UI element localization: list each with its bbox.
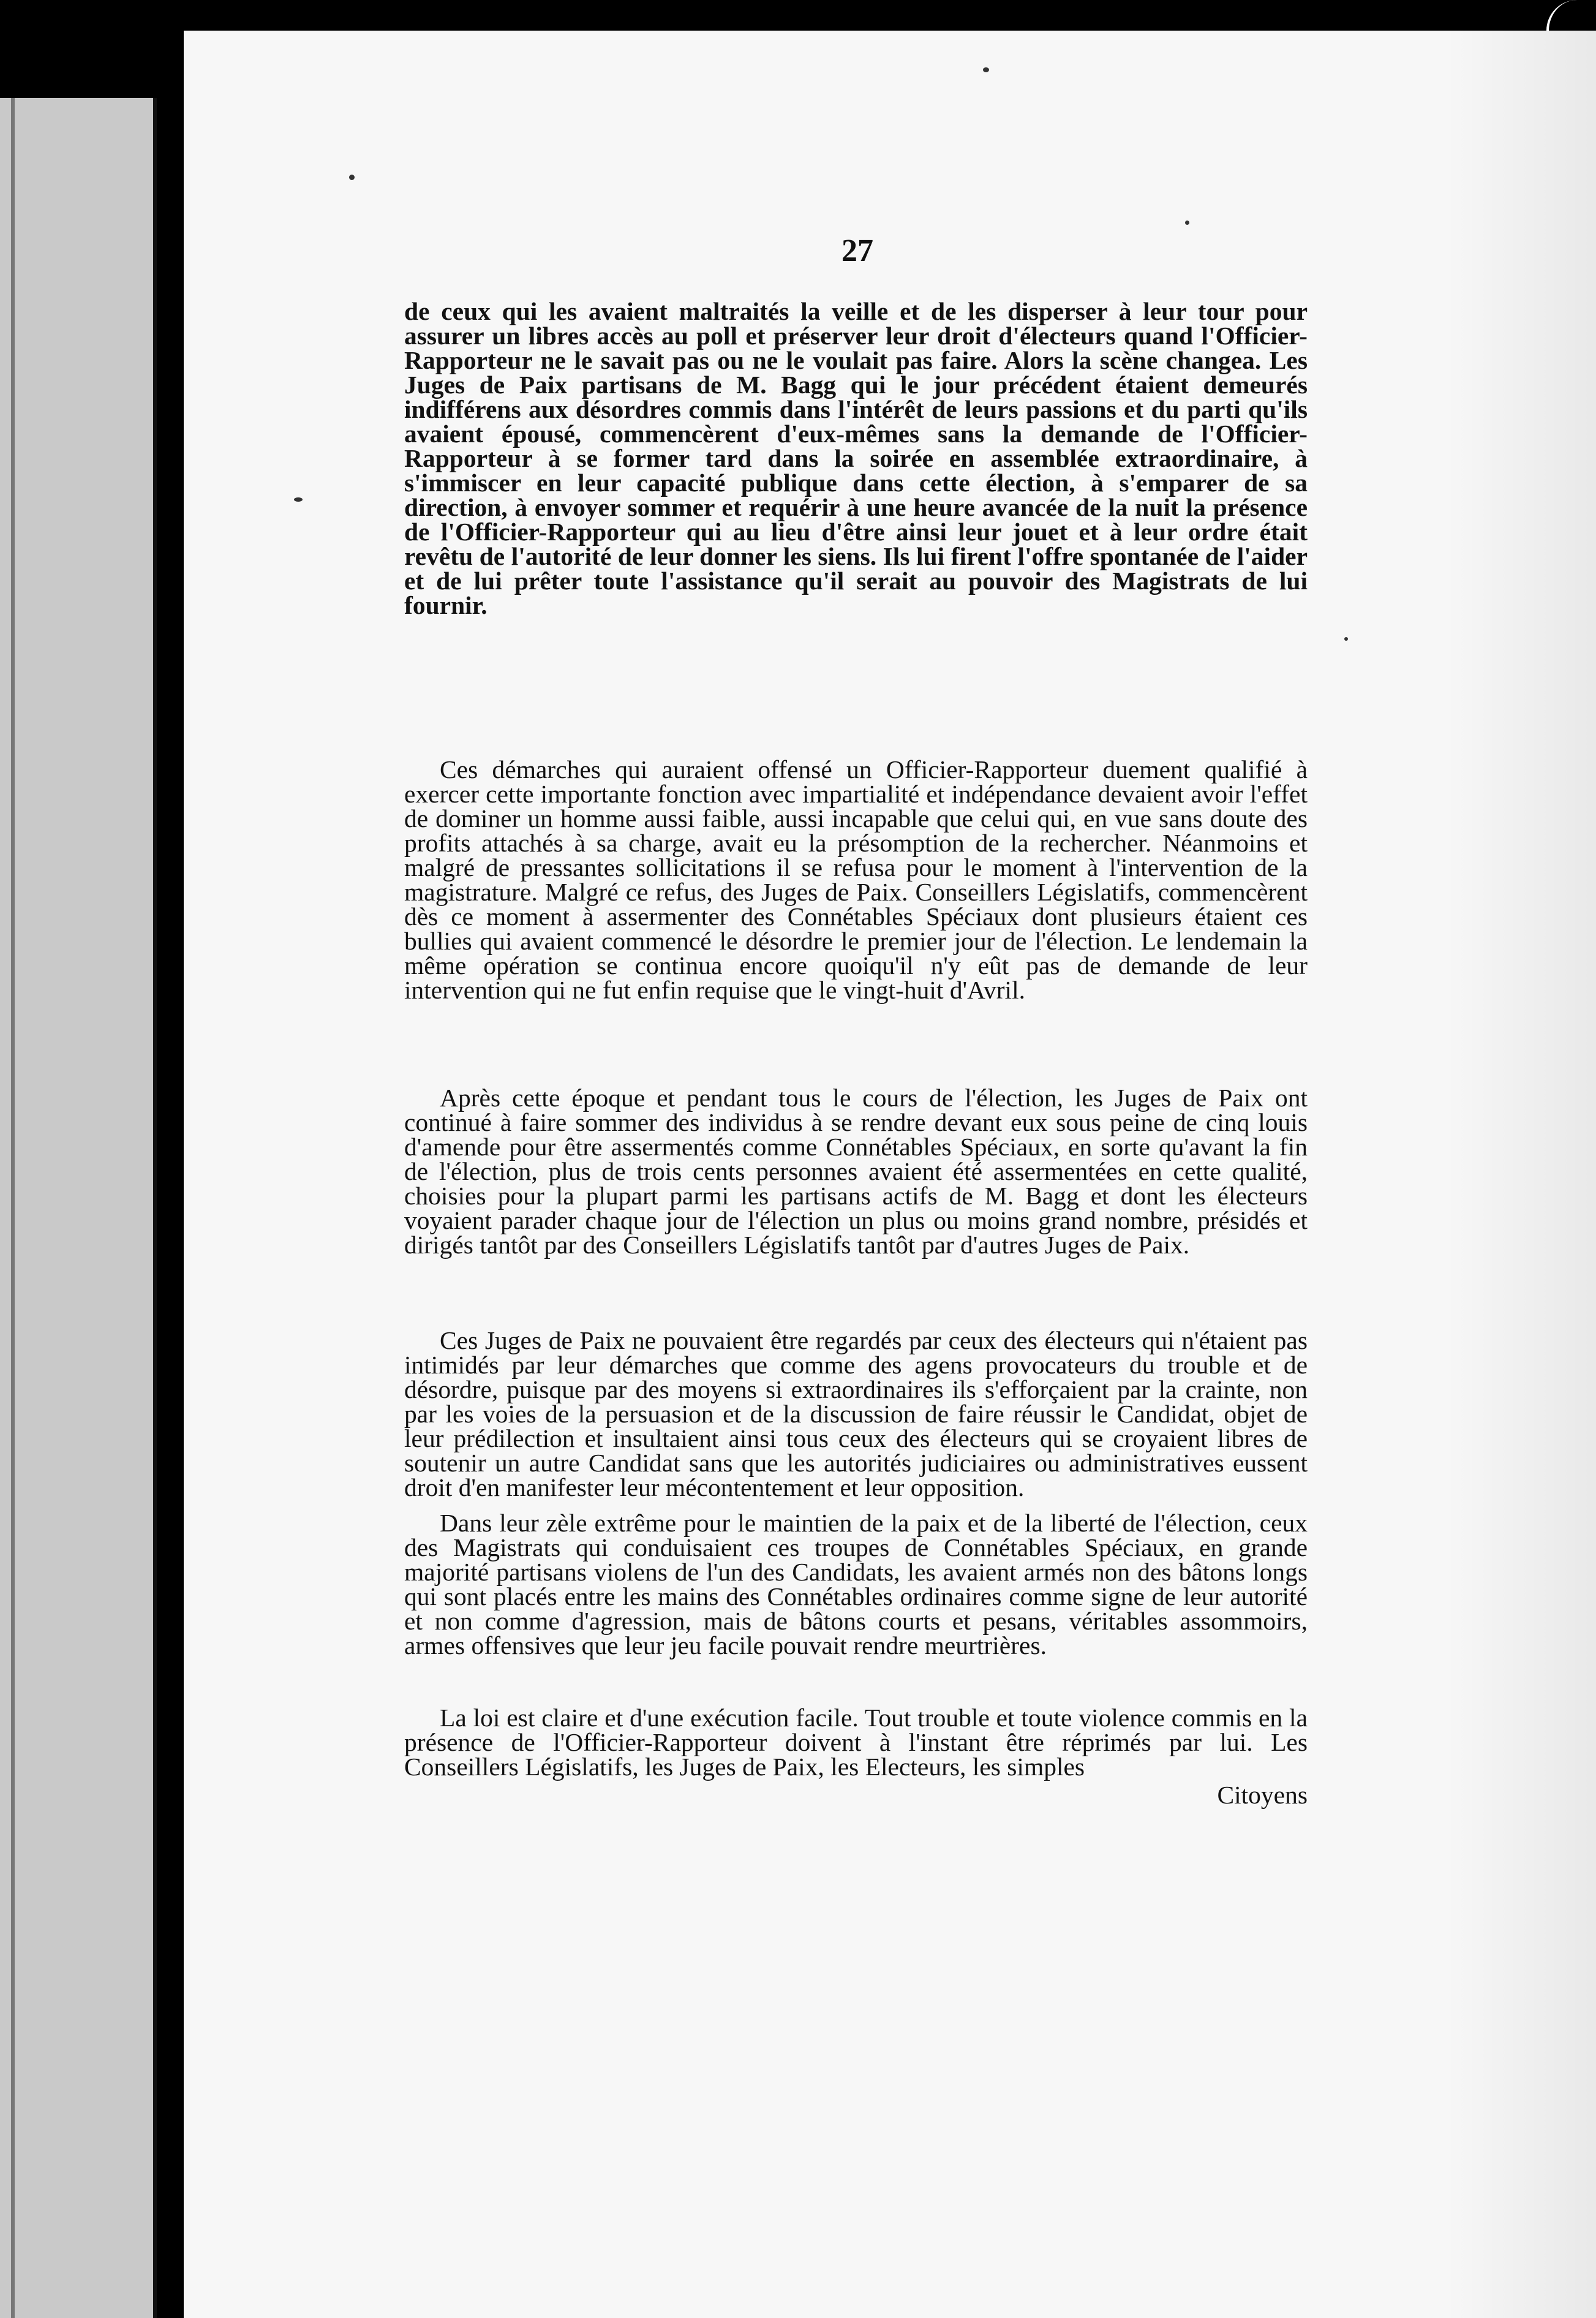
ink-speck <box>1185 221 1189 225</box>
scan-border-top <box>0 0 1596 31</box>
paragraph: Après cette époque et pendant tous le cours de l'élection, les Juges de Paix ont continué à faire sommer des individus à se rendre devant eux sous peine de cinq louis d'amende pour être assermentés comme Connétables Spéciaux, en sorte qu'avant la fin de l'élection, plus de trois cents personnes avaient été assermentées en cette qualité, choisies pour la plupart parmi les partisans actifs de M. Bagg et dont les électeurs voyaient parader chaque jour de l'élection un plus ou moins grand nombre, présidés et dirigés tantôt par des Conseillers Législatifs tantôt par d'autres Juges de Paix. <box>404 1084 1308 1259</box>
page-fold <box>11 98 15 2318</box>
ink-speck <box>1344 637 1348 641</box>
catchword: Citoyens <box>1217 1781 1308 1809</box>
page-number: 27 <box>841 233 873 268</box>
paragraph: La loi est claire et d'une exécution facile. Tout trouble et toute violence commis en la présence de l'Officier-Rapporteur doivent à l'instant être réprimés par lui. Les Conseillers Législatifs, les Juges de Paix, les Electeurs, les simples <box>404 1704 1308 1781</box>
ink-speck <box>294 497 303 502</box>
paragraph: Ces démarches qui auraient offensé un Officier-Rapporteur duement qualifié à exercer cette importante fonction avec impartialité et indépendance devaient avoir l'effet de dominer un homme aussi faible, aussi incapable que celui qui, en vue sans doute des profits attachés à sa charge, avait eu la présomption de la rechercher. Néanmoins et malgré de pressantes sollicitations il se refusa pour le moment à l'intervention de la magistrature. Malgré ce refus, des Juges de Paix. Conseillers Législatifs, commencèrent dès ce moment à assermenter des Connétables Spéciaux dont plusieurs étaient ces bullies qui avaient commencé le désordre le premier jour de l'élection. Le lendemain la même opération se continua encore quoiqu'il n'y eût pas de demande de leur intervention qui ne fut enfin requise que le vingt-huit d'Avril. <box>404 755 1308 1004</box>
page-shadow <box>1445 31 1596 2318</box>
ink-speck <box>983 67 989 72</box>
facing-page <box>0 98 157 2318</box>
ink-speck <box>349 175 355 180</box>
paragraph: Dans leur zèle extrême pour le maintien de la paix et de la liberté de l'élection, ceux des Magistrats qui conduisaient ces troupes de Connétables Spéciaux, en grande majorité partisans violens de l'un des Candidats, les avaient armés non des bâtons longs qui sont placés entre les mains des Connétables ordinaires comme signe de leur autorité et non comme d'agression, mais de bâtons courts et pesans, véritables assommoirs, armes offensives que leur jeu facile pouvait rendre meurtrières. <box>404 1509 1308 1659</box>
paragraph: Ces Juges de Paix ne pouvaient être regardés par ceux des électeurs qui n'étaient pas intimidés par leur démarches que comme des agens provocateurs du trouble et de désordre, puisque par des moyens si extraordinaires ils s'efforçaient par la crainte, non par les voies de la persuasion et de la discussion de faire réussir le Candidat, objet de leur prédilection et insultaient ainsi tous ceux des électeurs qui se croyaient libres de soutenir un autre Candidat sans que les autorités judiciaires ou administratives eussent droit d'en manifester leur mécontentement et leur opposition. <box>404 1326 1308 1501</box>
paragraph: de ceux qui les avaient maltraités la veille et de les disperser à leur tour pour assurer un libres accès au poll et préserver leur droit d'électeurs quand l'Officier-Rapporteur ne le savait pas ou ne le voulait pas faire. Alors la scène changea. Les Juges de Paix partisans de M. Bagg qui le jour précédent étaient demeurés indifférens aux désordres commis dans l'intérêt de leurs passions et du parti qu'ils avaient épousé, commencèrent d'eux-mêmes sans la demande de l'Officier-Rapporteur à se former tard dans la soirée en assemblée extraordinaire, à s'immiscer en leur capacité publique dans cette élection, à s'emparer de sa direction, à envoyer sommer et requérir à une heure avancée de la nuit la présence de l'Officier-Rapporteur qui au lieu d'être ainsi leur jouet et à leur ordre était revêtu de l'autorité de leur donner les siens. Ils lui firent l'offre spontanée de l'aider et de lui prêter toute l'assistance qu'il serait au pouvoir des Magistrats de lui fournir. <box>404 297 1308 619</box>
facing-page-edge <box>0 0 184 2318</box>
